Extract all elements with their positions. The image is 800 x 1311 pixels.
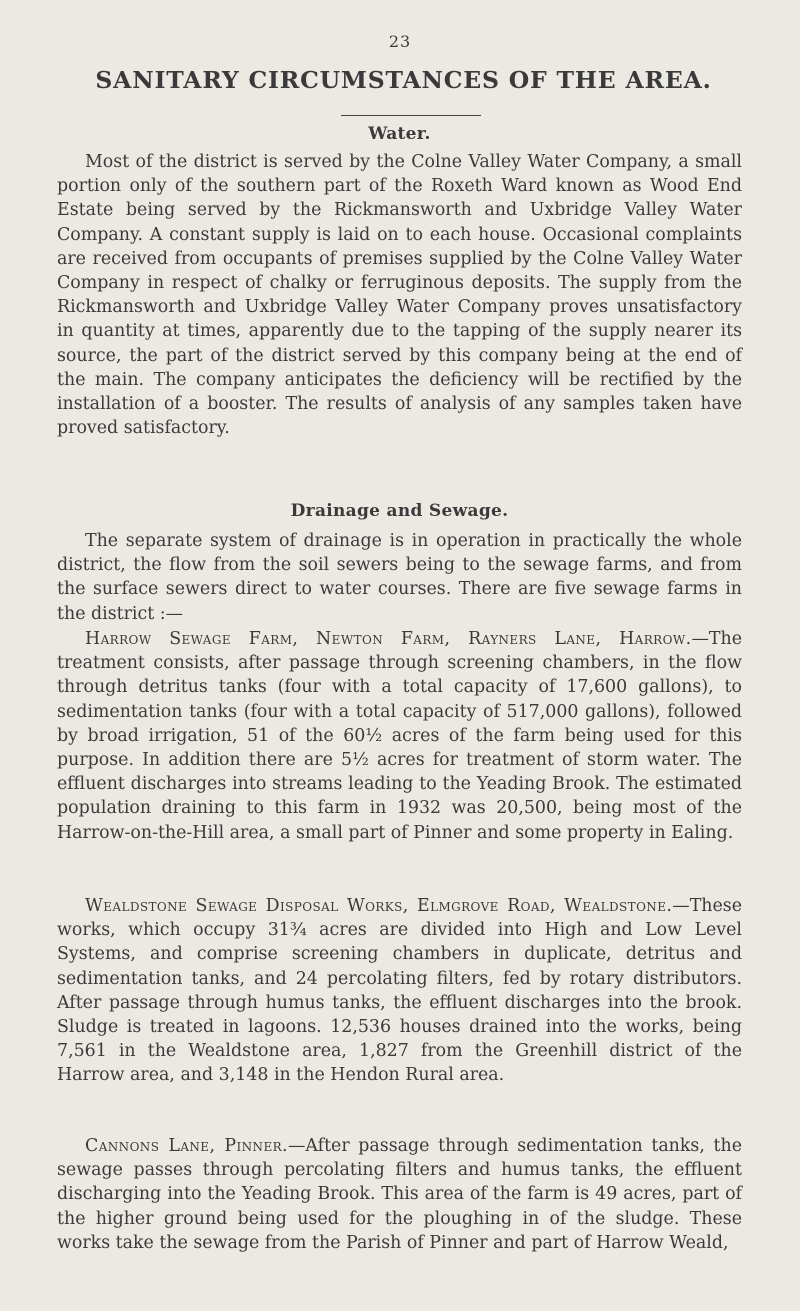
harrow-sewage-farm-text: —The treatment consists, after passage through screening chambers, in the flow through detritus tanks (four with a total capacity of 17,600 gallons), to sedimentation tanks (four with a total capacity of 517,000 gallons), followed by broad irrigation, 51 of the 60½ acres of the farm being used for this purpose. In addition there are 5½ acres for treatment of storm water. The effluent discharges into streams leading to the Yeading Brook. The estimated population draining to this farm in 1932 was 20,500, being most of the Harrow-on-the-Hill area, a small part of Pinner and some property in Ealing. xyxy=(57,629,742,843)
page-number: 23 xyxy=(388,32,412,51)
wealdstone-works-text: —These works, which occupy 31¾ acres are divided into High and Low Level Systems, and comprise screening chambers in duplicate, detritus and sedimentation tanks, and 24 percolating filters, fed by rotary distributors. After passage through humus tanks, the effluent discharges into the brook. Sludge is treated in lagoons. 12,536 houses drained into the works, being 7,561 in the Wealdstone area, 1,827 from the Greenhill district of the Harrow area, and 3,148 in the Hendon Rural area. xyxy=(57,896,742,1086)
drainage-intro-paragraph: The separate system of drainage is in operation in practically the whole district, the flow from the soil sewers being to the sewage farms, and from the surface sewers direct to water courses. There are five sewage farms in the district :— xyxy=(57,531,742,624)
wealdstone-works-name: Wealdstone Sewage Disposal Works, Elmgrove Road, Wealdstone. xyxy=(85,896,673,916)
title-divider xyxy=(341,115,481,116)
drainage-heading: Drainage and Sewage. xyxy=(290,501,509,521)
page-title: SANITARY CIRCUMSTANCES OF THE AREA. xyxy=(95,66,712,94)
harrow-sewage-farm-name: Harrow Sewage Farm, Newton Farm, Rayners Lane, Harrow. xyxy=(85,629,692,649)
cannons-lane-name: Cannons Lane, Pinner. xyxy=(85,1136,288,1156)
water-paragraph: Most of the district is served by the Colne Valley Water Company, a small portion only of the southern part of the Roxeth Ward known as Wood End Estate being served by the Rickmansworth and Uxbridge Valley Water Company. A constant supply is laid on to each house. Occasional complaints are received from occupants of premises supplied by the Colne Valley Water Company in respect of chalky or ferruginous deposits. The supply from the Rickmansworth and Uxbridge Valley Water Company proves unsatisfactory in quantity at times, apparently due to the tapping of the supply nearer its source, the part of the district served by this company being at the end of the main. The company anticipates the deficiency will be rectified by the installation of a booster. The results of analysis of any samples taken have proved satisfactory. xyxy=(57,152,742,439)
harrow-sewage-farm-paragraph xyxy=(57,627,742,845)
cannons-lane-paragraph xyxy=(57,1134,742,1255)
water-heading: Water. xyxy=(368,124,431,144)
cannons-lane-text: —After passage through sedimentation tanks, the sewage passes through percolating filters and humus tanks, the effluent discharging into the Yeading Brook. This area of the farm is 49 acres, part of the higher ground being used for the ploughing in of the sludge. These works take the sewage from the Parish of Pinner and part of Harrow Weald, xyxy=(57,1136,742,1253)
wealdstone-works-paragraph xyxy=(57,894,742,1088)
